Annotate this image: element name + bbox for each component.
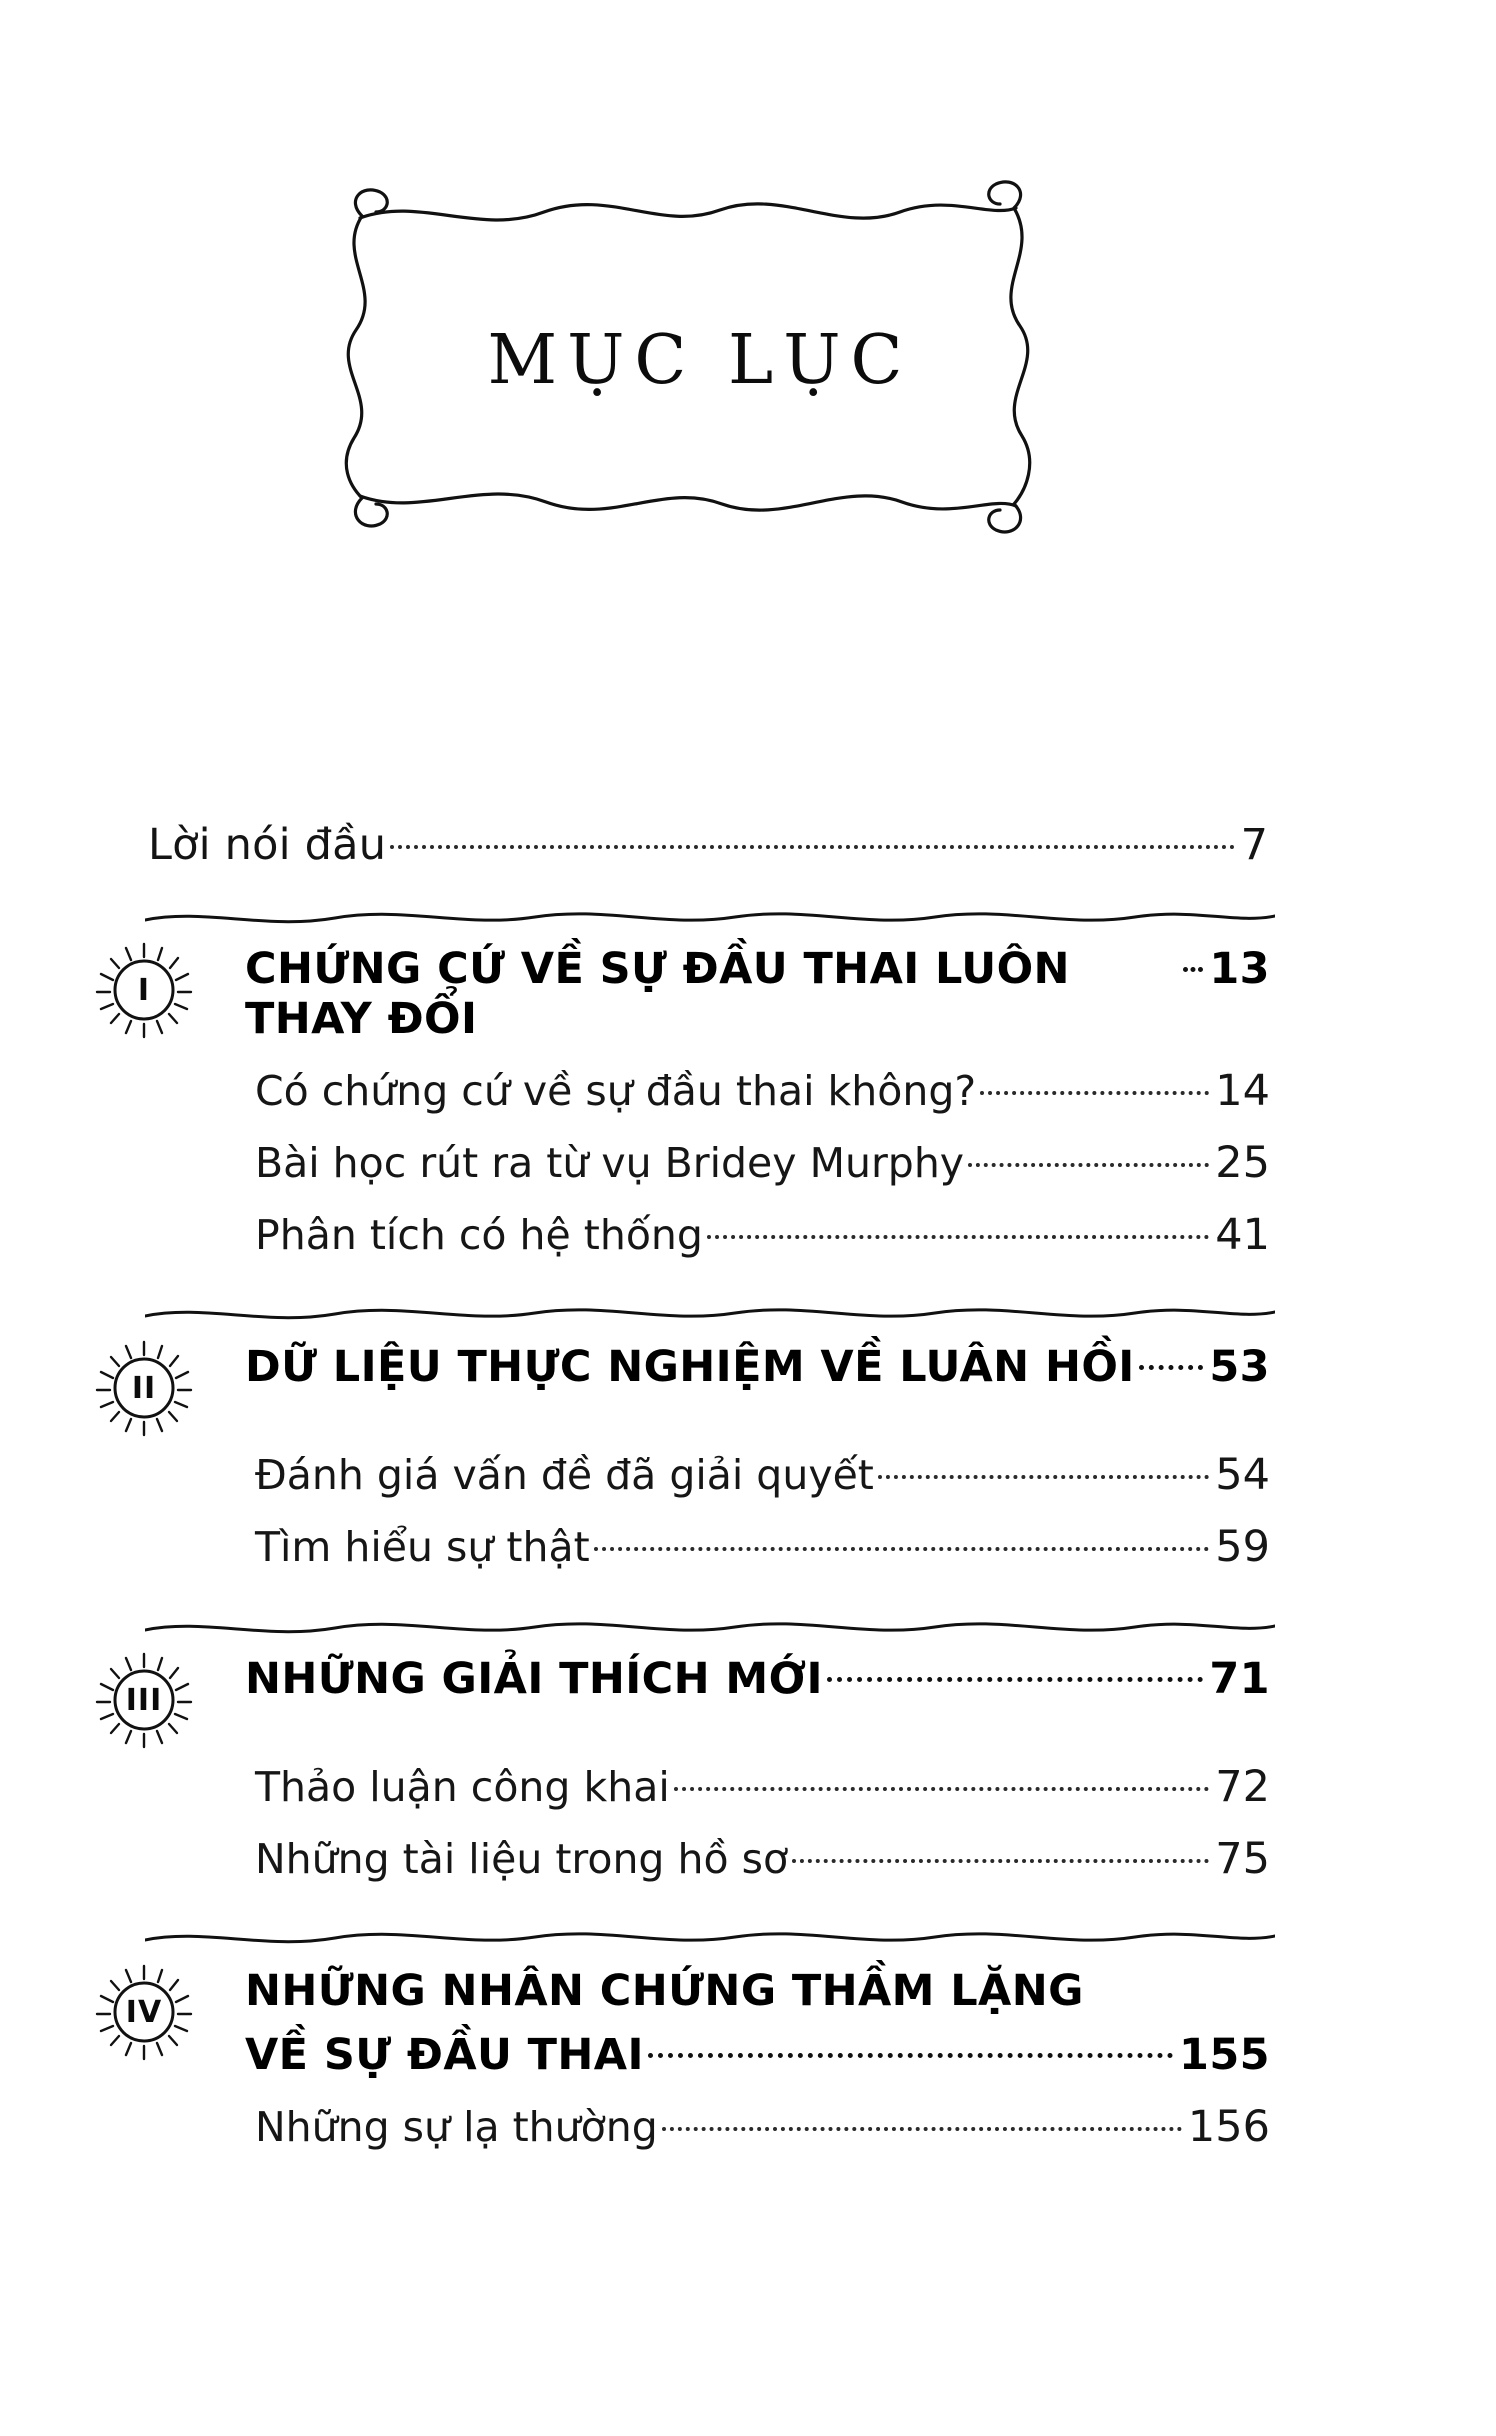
chapter-title-row[interactable] [245,1654,1270,1704]
section-page: 14 [1215,1066,1270,1116]
section-label: Thảo luận công khai [255,1763,670,1811]
chapter-title-line-2: VỀ SỰ ĐẦU THAI [245,2030,644,2080]
toc-entry-preface[interactable] [148,820,1268,870]
section-label: Những sự lạ thường [255,2103,658,2151]
section-label: Phân tích có hệ thống [255,1211,703,1259]
dot-leader [1183,967,1203,972]
section-label: Những tài liệu trong hồ sơ [255,1835,789,1883]
chapter-page: 71 [1209,1654,1270,1704]
dot-leader [968,1163,1209,1167]
chapter-medal-icon [92,938,196,1042]
dot-leader [878,1475,1209,1479]
chapter-numeral: IV [125,1994,163,2030]
toc-chapter[interactable] [0,1966,1496,2152]
dot-leader [827,1677,1203,1682]
section-page: 54 [1215,1450,1270,1500]
chapter-page: 13 [1209,944,1270,994]
title-plaque [300,160,1100,560]
wavy-divider [145,1614,1275,1640]
section-page: 156 [1187,2102,1270,2152]
wavy-divider [145,1302,1275,1328]
toc-section-row[interactable] [255,2102,1270,2152]
dot-leader [662,2127,1182,2131]
chapter-title-row[interactable] [245,1342,1270,1392]
dot-leader [674,1787,1210,1791]
chapter-title: CHỨNG CỨ VỀ SỰ ĐẦU THAI LUÔN THAY ĐỔI [245,944,1070,1044]
wavy-divider [145,1926,1275,1952]
toc-section-row[interactable] [255,1210,1270,1260]
chapter-title-row[interactable] [245,944,1270,1044]
chapter-medal-icon [92,1336,196,1440]
section-label: Có chứng cứ về sự đầu thai không? [255,1067,977,1115]
section-page: 75 [1215,1834,1270,1884]
chapter-title: NHỮNG GIẢI THÍCH MỚI [245,1654,823,1704]
chapter-page: 155 [1179,2030,1270,2080]
dot-leader [390,845,1234,849]
section-label: Đánh giá vấn đề đã giải quyết [255,1451,874,1499]
section-label: Bài học rút ra từ vụ Bridey Murphy [255,1139,965,1187]
chapter-title-row[interactable] [245,1966,1270,2080]
toc-chapter[interactable] [0,1342,1496,1572]
section-page: 72 [1215,1762,1270,1812]
dot-leader [1139,1365,1204,1370]
toc-chapter[interactable] [0,1654,1496,1884]
toc-section-row[interactable] [255,1066,1270,1116]
toc-section-row[interactable] [255,1522,1270,1572]
section-page: 25 [1215,1138,1270,1188]
chapter-page: 53 [1209,1342,1270,1392]
dot-leader [792,1859,1209,1863]
section-page: 41 [1215,1210,1270,1260]
chapter-numeral: III [125,1682,163,1718]
dot-leader [648,2053,1173,2058]
chapter-numeral: I [137,972,151,1008]
section-label: Tìm hiểu sự thật [255,1523,590,1571]
chapter-medal-icon [92,1960,196,2064]
toc-section-row[interactable] [255,1762,1270,1812]
toc-section-row[interactable] [255,1834,1270,1884]
chapter-title: DỮ LIỆU THỰC NGHIỆM VỀ LUÂN HỒI [245,1342,1135,1392]
preface-page: 7 [1240,820,1268,870]
chapter-medal-icon [92,1648,196,1752]
chapter-title-line-1: NHỮNG NHÂN CHỨNG THẦM LẶNG [245,1966,1084,2016]
preface-label: Lời nói đầu [148,820,387,870]
dot-leader [707,1235,1209,1239]
table-of-contents [0,820,1496,2160]
dot-leader [980,1091,1209,1095]
toc-chapter[interactable] [0,944,1496,1260]
chapter-numeral: II [131,1370,157,1406]
page-title: MỤC LỤC [487,320,913,400]
section-page: 59 [1215,1522,1270,1572]
toc-section-row[interactable] [255,1450,1270,1500]
dot-leader [594,1547,1210,1551]
toc-section-row[interactable] [255,1138,1270,1188]
wavy-divider [145,904,1275,930]
